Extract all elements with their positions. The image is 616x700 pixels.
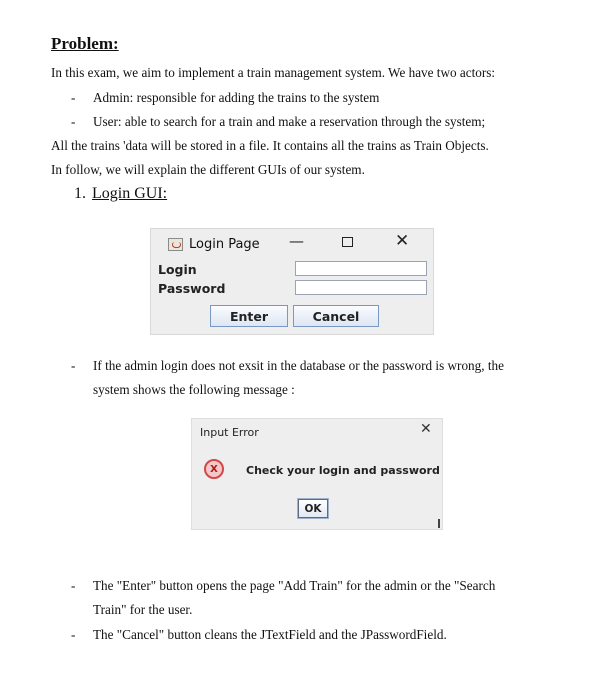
bullet-dash: - — [71, 90, 76, 105]
login-label: Login — [158, 262, 197, 277]
follow-paragraph: In follow, we will explain the different GUIs of our system. — [51, 162, 365, 177]
problem-heading: Problem: — [51, 34, 119, 53]
section-number: 1. — [74, 185, 86, 202]
maximize-icon[interactable] — [342, 237, 353, 247]
storage-paragraph: All the trains 'data will be stored in a file. It contains all the trains as Train Objects. — [51, 138, 489, 153]
enter-note-line2: Train" for the user. — [93, 602, 193, 617]
error-note-line1: If the admin login does not exsit in the database or the password is wrong, the — [93, 358, 504, 373]
error-message: Check your login and password — [246, 464, 440, 477]
section-login-gui — [74, 185, 167, 203]
intro-paragraph: In this exam, we aim to implement a train management system. We have two actors: — [51, 65, 496, 80]
login-window-titlebar — [168, 237, 260, 252]
enter-note-line1: The "Enter" button opens the page "Add Train" for the admin or the "Search — [93, 578, 496, 593]
ok-button[interactable]: OK — [298, 499, 328, 518]
actor-text: Admin: responsible for adding the trains to the system — [93, 90, 380, 105]
login-window — [150, 228, 434, 335]
login-input[interactable] — [295, 261, 427, 276]
cancel-note-text: The "Cancel" button cleans the JTextField and the JPasswordField. — [93, 627, 447, 642]
close-icon[interactable]: ✕ — [395, 231, 410, 251]
dialog-edge-mark — [438, 519, 440, 528]
bullet-dash: - — [71, 114, 76, 129]
section-label: Login GUI: — [92, 185, 168, 202]
password-input[interactable] — [295, 280, 427, 295]
error-note-line2: system shows the following message : — [93, 382, 295, 397]
minimize-icon[interactable]: — — [289, 232, 304, 250]
bullet-dash: - — [71, 627, 76, 642]
close-icon[interactable]: ✕ — [420, 421, 432, 437]
actor-text: User: able to search for a train and make a reservation through the system; — [93, 114, 486, 129]
enter-button[interactable]: Enter — [210, 305, 288, 327]
error-icon: X — [204, 459, 224, 479]
input-error-dialog — [191, 418, 443, 530]
bullet-dash: - — [71, 578, 76, 593]
java-icon — [168, 238, 183, 251]
login-window-title: Login Page — [189, 237, 260, 252]
error-dialog-title: Input Error — [200, 426, 259, 439]
password-label: Password — [158, 281, 226, 296]
cancel-button[interactable]: Cancel — [293, 305, 379, 327]
bullet-dash: - — [71, 358, 76, 373]
